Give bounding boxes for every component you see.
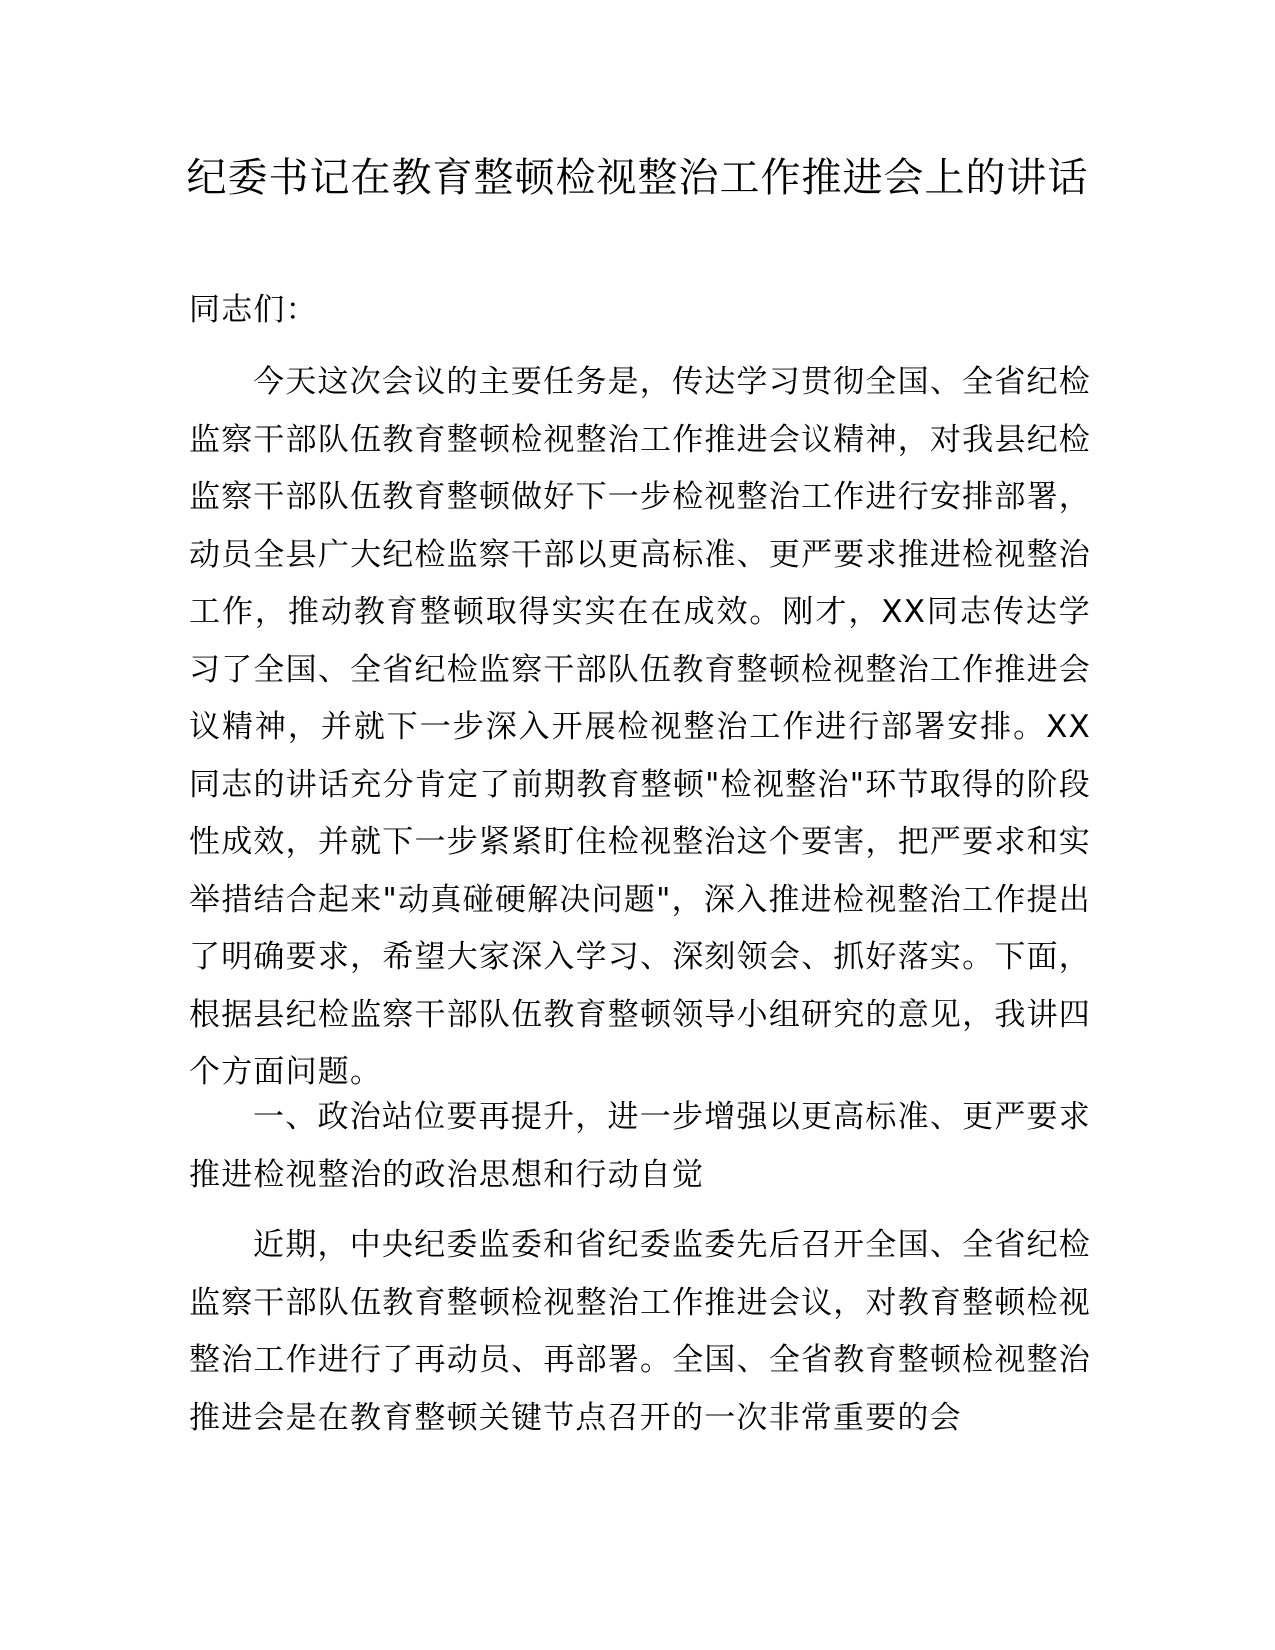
document-title: 纪委书记在教育整顿检视整治工作推进会上的讲话 bbox=[186, 155, 1089, 201]
paragraph-opening: 今天这次会议的主要任务是，传达学习贯彻全国、全省纪检监察干部队伍教育整顿检视整治工作推进会议精神，对我县纪检监察干部队伍教育整顿做好下一步检视整治工作进行安排部署，动员全县广大纪检监察干部以更高标准、更严要求推进检视整治工作，推动教育整顿取得实实在在成效。刚才，XX同志传达学习了全国、全省纪检监察干部队伍教育整顿检视整治工作推进会议精神，并就下一步深入开展检视整治工作进行部署安排。XX 同志的讲话充分肯定了前期教育整顿"检视整治"环节取得的阶段性成效，并就下一步紧紧盯住检视整治这个要害，把严要求和实举措结合起来"动真碰硬解决问题"，深入推进检视整治工作提出了明确要求，希望大家深入学习、深刻领会、抓好落实。下面，根据县纪检监察干部队伍教育整顿领导小组研究的意见，我讲四个方面问题。 bbox=[189, 364, 1091, 1090]
paragraph-section-one: 近期，中央纪委监委和省纪委监委先后召开全国、全省纪检监察干部队伍教育整顿检视整治工作推进会议，对教育整顿检视整治工作进行了再动员、再部署。全国、全省教育整顿检视整治推进会是在教育整顿关键节点召开的一次非常重要的会 bbox=[189, 1227, 1091, 1436]
section-heading-one: 一、政治站位要再提升，进一步增强以更高标准、更严要求推进检视整治的政治思想和行动自觉 bbox=[189, 1099, 1091, 1193]
salutation: 同志们： bbox=[189, 292, 318, 328]
